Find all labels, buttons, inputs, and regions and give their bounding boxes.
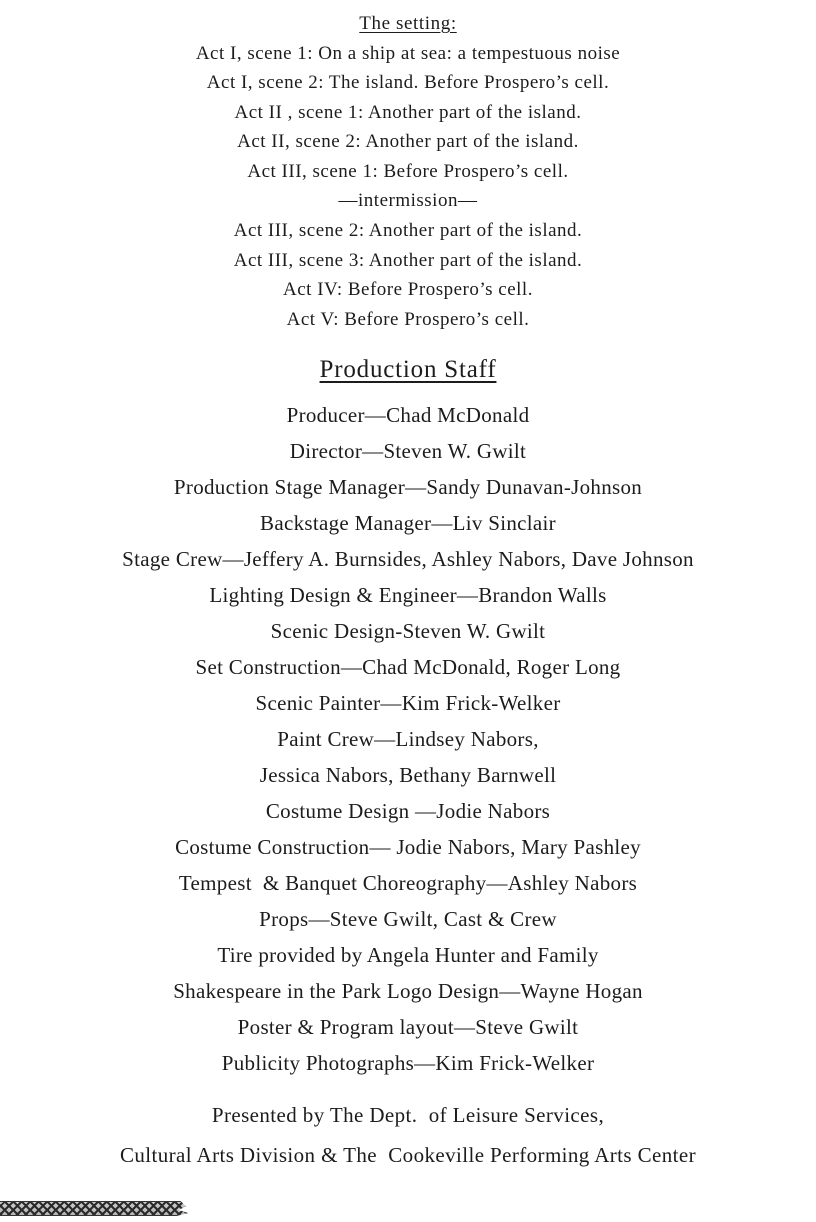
- credit-line: Paint Crew—Lindsey Nabors,: [277, 727, 539, 752]
- setting-line: Act V: Before Prospero’s cell.: [286, 308, 530, 330]
- credit-line: Backstage Manager—Liv Sinclair: [260, 511, 556, 536]
- credit-line: Jessica Nabors, Bethany Barnwell: [259, 763, 557, 788]
- credit-line: Tempest & Banquet Choreography—Ashley Nabors: [178, 871, 638, 896]
- credit-line: Publicity Photographs—Kim Frick-Welker: [221, 1051, 595, 1076]
- credit-line: Producer—Chad McDonald: [286, 403, 530, 428]
- credit-line: Scenic Design-Steven W. Gwilt: [270, 619, 546, 644]
- setting-line: Act III, scene 2: Another part of the island.: [233, 220, 583, 242]
- credit-line: Lighting Design & Engineer—Brandon Walls: [209, 583, 607, 608]
- credit-line: Scenic Painter—Kim Frick-Welker: [255, 691, 561, 716]
- credit-line: Production Stage Manager—Sandy Dunavan-Johnson: [173, 475, 643, 500]
- credit-line: Poster & Program layout—Steve Gwilt: [237, 1015, 579, 1040]
- setting-line: Act III, scene 1: Before Prospero’s cell.: [247, 160, 569, 182]
- footer-line: Presented by The Dept. of Leisure Services,: [211, 1103, 605, 1128]
- credit-line: Director—Steven W. Gwilt: [289, 439, 527, 464]
- setting-line: —intermission—: [338, 190, 478, 212]
- credit-line: Costume Construction— Jodie Nabors, Mary Pashley: [175, 835, 641, 860]
- footer-line: Cultural Arts Division & The Cookeville Performing Arts Center: [119, 1143, 696, 1168]
- production-staff-heading: Production Staff: [319, 356, 497, 384]
- setting-line: Act II , scene 1: Another part of the island.: [234, 101, 582, 123]
- presenter-footer: [0, 1095, 816, 1175]
- setting-line: Act IV: Before Prospero’s cell.: [283, 279, 533, 301]
- setting-lines: [0, 39, 816, 335]
- credit-line: Costume Design —Jodie Nabors: [265, 799, 551, 824]
- setting-line: Act III, scene 3: Another part of the island.: [233, 249, 583, 271]
- production-staff-credits: [0, 397, 816, 1081]
- setting-line: Act II, scene 2: Another part of the island.: [237, 131, 579, 153]
- setting-line: Act I, scene 2: The island. Before Prospero’s cell.: [206, 72, 610, 94]
- setting-heading: The setting:: [359, 13, 457, 34]
- credit-line: Props—Steve Gwilt, Cast & Crew: [259, 907, 557, 932]
- knotwork-border-fragment-icon: [0, 1201, 188, 1216]
- setting-line: Act I, scene 1: On a ship at sea: a tempestuous noise: [195, 42, 621, 64]
- credit-line: Set Construction—Chad McDonald, Roger Long: [195, 655, 621, 680]
- credit-line: Shakespeare in the Park Logo Design—Wayne Hogan: [173, 979, 643, 1004]
- credit-line: Stage Crew—Jeffery A. Burnsides, Ashley Nabors, Dave Johnson: [122, 547, 694, 572]
- credit-line: Tire provided by Angela Hunter and Family: [217, 943, 599, 968]
